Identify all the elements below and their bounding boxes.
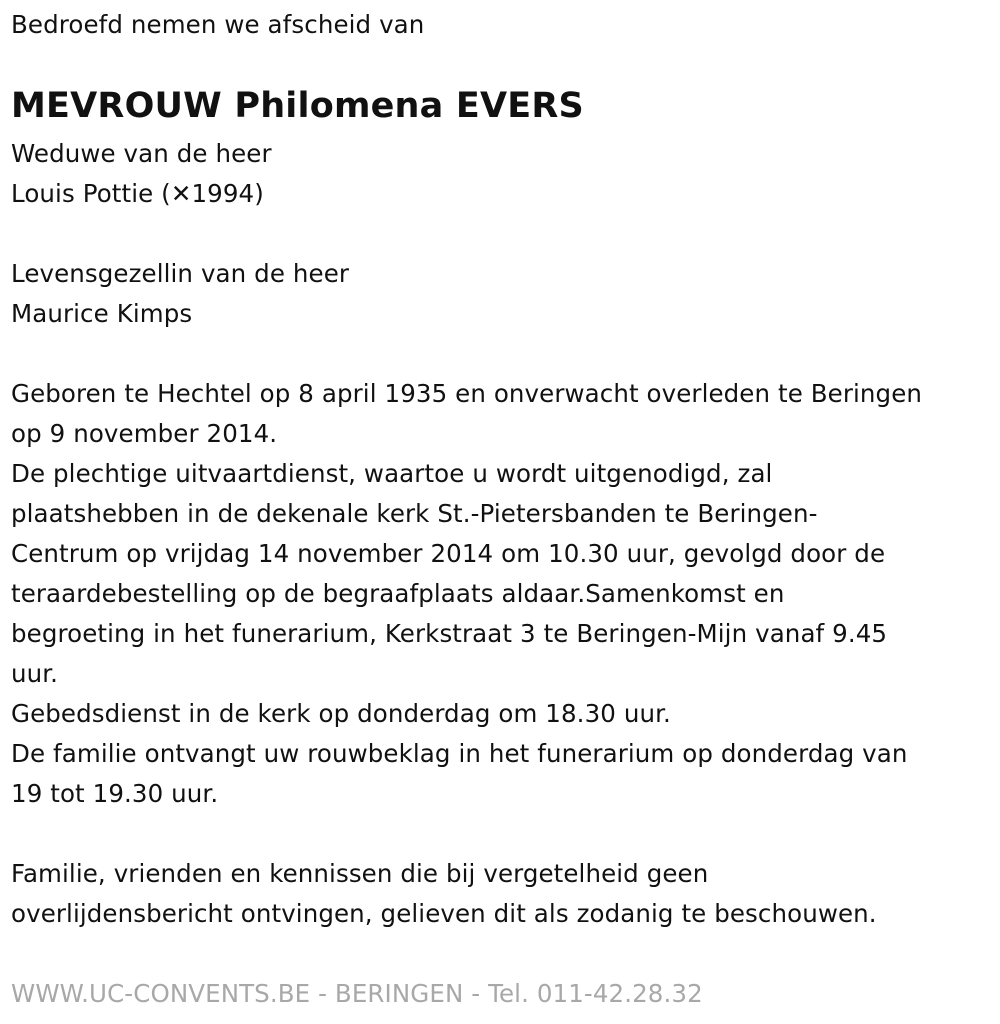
closing-line: overlijdensbericht ontvingen, gelieven dit als zodanig te beschouwen.: [11, 899, 877, 928]
body-line: De familie ontvangt uw rouwbeklag in het funerarium op donderdag van: [11, 739, 908, 768]
body-line: 19 tot 19.30 uur.: [11, 779, 219, 808]
body-line: op 9 november 2014.: [11, 419, 278, 448]
widow-line-1: Weduwe van de heer: [11, 139, 272, 168]
body-line: begroeting in het funerarium, Kerkstraat 3 te Beringen-Mijn vanaf 9.45: [11, 619, 888, 648]
body-line: plaatshebben in de dekenale kerk St.-Pietersbanden te Beringen-: [11, 499, 818, 528]
widow-line-2: Louis Pottie (✕1994): [11, 179, 264, 208]
body-line: uur.: [11, 659, 59, 688]
intro-text: Bedroefd nemen we afscheid van: [11, 10, 425, 39]
partner-line-2: Maurice Kimps: [11, 299, 193, 328]
body-line: Gebedsdienst in de kerk op donderdag om 18.30 uur.: [11, 699, 671, 728]
footer-contact: WWW.UC-CONVENTS.BE - BERINGEN - Tel. 011-42.28.32: [11, 979, 703, 1008]
body-line: Geboren te Hechtel op 8 april 1935 en onverwacht overleden te Beringen: [11, 379, 922, 408]
body-line: Centrum op vrijdag 14 november 2014 om 10.30 uur, gevolgd door de: [11, 539, 886, 568]
partner-line-1: Levensgezellin van de heer: [11, 259, 350, 288]
body-line: De plechtige uitvaartdienst, waartoe u wordt uitgenodigd, zal: [11, 459, 773, 488]
deceased-name: MEVROUW Philomena EVERS: [11, 86, 584, 126]
body-line: teraardebestelling op de begraafplaats aldaar.Samenkomst en: [11, 579, 785, 608]
closing-line: Familie, vrienden en kennissen die bij vergetelheid geen: [11, 859, 709, 888]
